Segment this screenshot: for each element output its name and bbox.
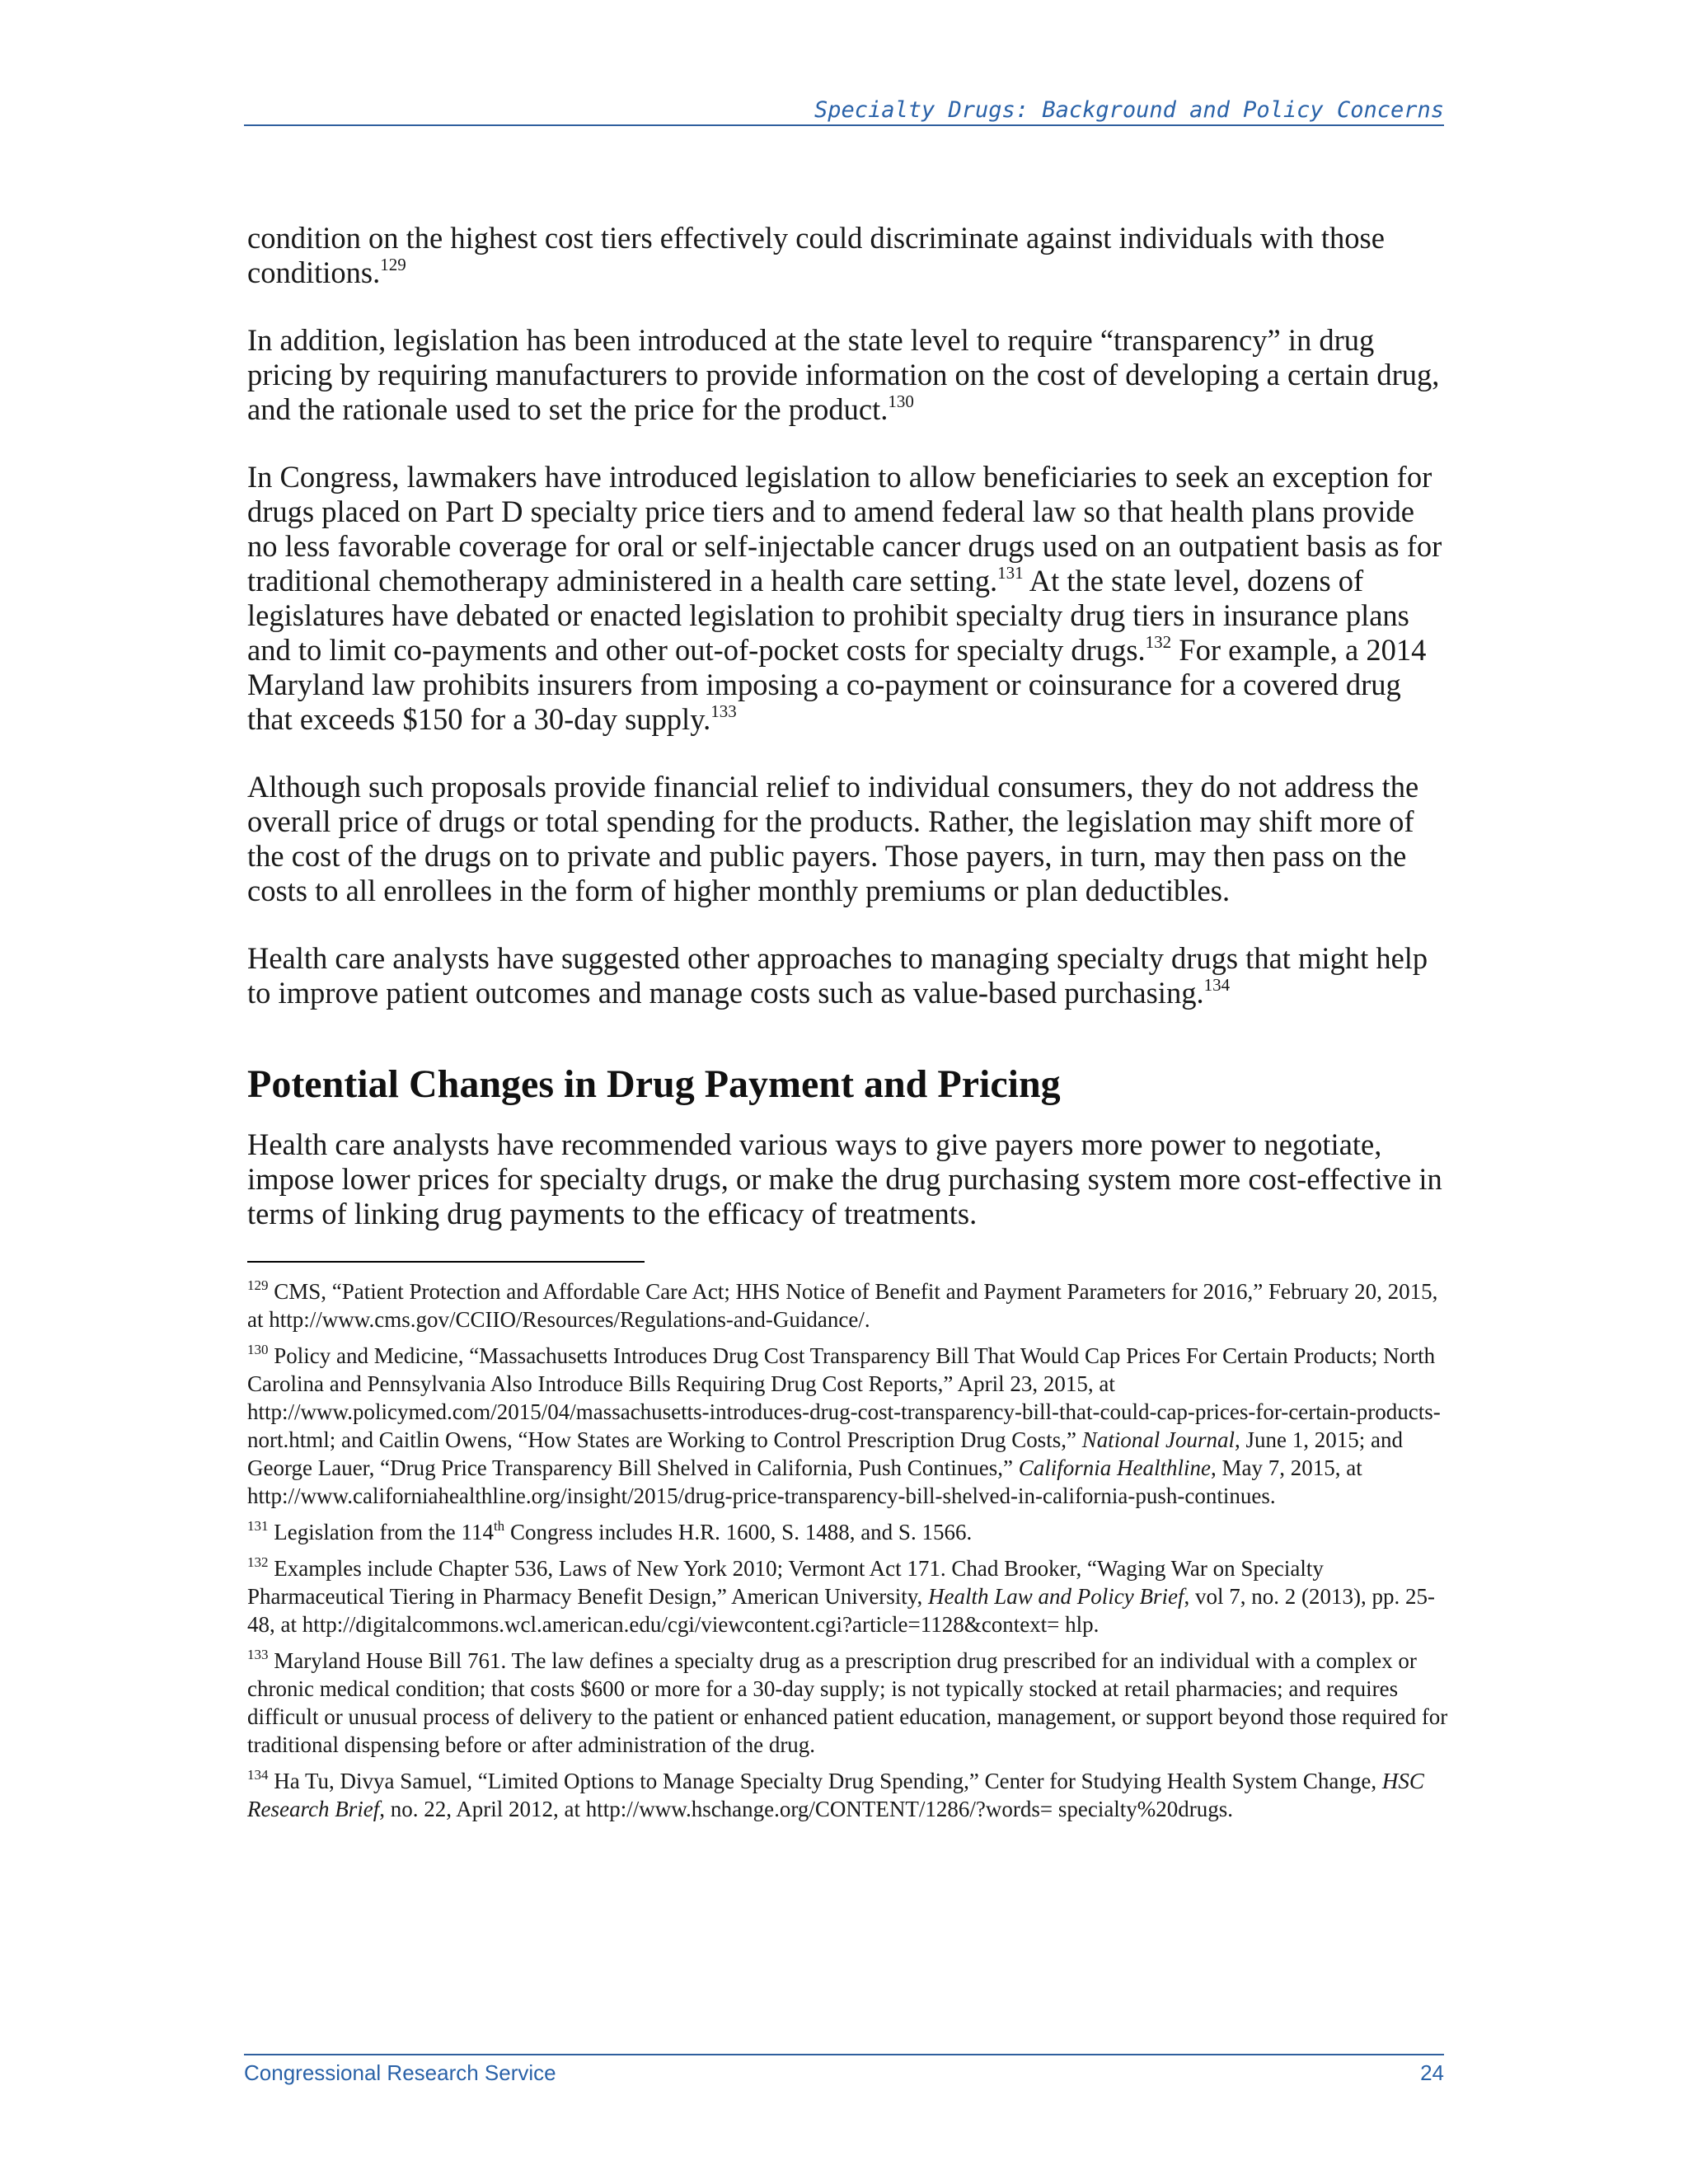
footnote: $^{131}$ Legislation from the 114th Congress includes H.R. 1600, S. 1488, and S. 1566.: [247, 1518, 973, 1544]
publisher-name: Congressional Research Service: [244, 2060, 556, 2085]
footnote: $^{129}$ CMS, “Patient Protection and Affordable Care Act; HHS Notice of Benefit and Payment Parameters for 2016,” February 20, 2015, at http://www.cms.gov/CCIIO/Resources/Regulations-and-Guidance/.: [247, 1277, 1438, 1332]
paragraph: Health care analysts have suggested other approaches to managing specialty drugs that might help to improve patient outcomes and manage costs such as value-based purchasing.$^{134}$: [247, 941, 1428, 1010]
main-content: [247, 221, 1449, 1831]
footnotes: [247, 1277, 1449, 1823]
running-header: [244, 97, 1444, 126]
footnote-ref[interactable]: 130: [888, 391, 914, 411]
footnote-ref[interactable]: 132: [1145, 632, 1172, 652]
section-heading: Potential Changes in Drug Payment and Pricing: [247, 1062, 1061, 1106]
footnote: $^{134}$ Ha Tu, Divya Samuel, “Limited Options to Manage Specialty Drug Spending,” Center for Studying Health System Change, HSC Research Brief, no. 22, April 2012, at http://www.hschange.org/CONTENT/1286/?words= specialty%20drugs.: [247, 1767, 1424, 1821]
paragraph: Health care analysts have recommended various ways to give payers more power to negotiate, impose lower prices for specialty drugs, or make the drug purchasing system more cost-effective in terms of linking drug payments to the efficacy of treatments.: [247, 1127, 1442, 1230]
footnote-ref[interactable]: 129: [380, 255, 406, 274]
paragraph: Although such proposals provide financial relief to individual consumers, they do not address the overall price of drugs or total spending for the products. Rather, the legislation may shift more of the cost of the drugs on to private and public payers. Those payers, in turn, may then pass on the costs to all enrollees in the form of higher monthly premiums or plan deductibles.: [247, 770, 1419, 907]
footnote-ref[interactable]: 131: [997, 563, 1024, 583]
paragraph: In Congress, lawmakers have introduced legislation to allow beneficiaries to seek an exception for drugs placed on Part D specialty price tiers and to amend federal law so that health plans provide no less favorable coverage for oral or self-injectable cancer drugs used on an outpatient basis as for traditional chemotherapy administered in a health care setting.$^{131}$ At the state level, dozens of legislatures have debated or enacted legislation to prohibit specialty drug tiers in insurance plans and to limit co-payments and other out-of-pocket costs for specialty drugs.$^{132}$ For example, a 2014 Maryland law prohibits insurers from imposing a co-payment or coinsurance for a covered drug that exceeds $150 for a 30-day supply.$^{133}$: [247, 460, 1442, 736]
footnote: $^{130}$ Policy and Medicine, “Massachusetts Introduces Drug Cost Transparency Bill That Would Cap Prices For Certain Products; North Carolina and Pennsylvania Also Introduce Bills Requiring Drug Cost Reports,” April 23, 2015, at http://www.policymed.com/2015/04/massachusetts-introduces-drug-cost-transparency-bill-that-could-cap-prices-for-certain-products-nort.html; and Caitlin Owens, “How States are Working to Control Prescription Drug Costs,” National Journal, June 1, 2015; and George Lauer, “Drug Price Transparency Bill Shelved in California, Push Continues,” California Healthline, May 7, 2015, at http://www.californiahealthline.org/insight/2015/drug-price-transparency-bill-shelved-in-california-push-continues.: [247, 1342, 1441, 1508]
running-title: Specialty Drugs: Background and Policy Concerns: [814, 97, 1444, 123]
footnote-divider: [247, 1261, 645, 1263]
footnote-ref[interactable]: 133: [710, 701, 737, 721]
footnote: $^{132}$ Examples include Chapter 536, Laws of New York 2010; Vermont Act 171. Chad Brooker, “Waging War on Specialty Pharmaceutical Tiering in Pharmacy Benefit Design,” American University, Health Law and Policy Brief, vol 7, no. 2 (2013), pp. 25-48, at http://digitalcommons.wcl.american.edu/cgi/viewcontent.cgi?article=1128&context= hlp.: [247, 1554, 1435, 1637]
paragraph: condition on the highest cost tiers effectively could discriminate against individuals with those conditions.$^{129}$: [247, 221, 1385, 289]
footnote: $^{133}$ Maryland House Bill 761. The law defines a specialty drug as a prescription drug prescribed for an individual with a complex or chronic medical condition; that costs $600 or more for a 30-day supply; is not typically stocked at retail pharmacies; and requires difficult or unusual process of delivery to the patient or enhanced patient education, management, or support beyond those required for traditional dispensing before or after administration of the drug.: [247, 1647, 1448, 1757]
paragraph: In addition, legislation has been introduced at the state level to require “transparency” in drug pricing by requiring manufacturers to provide information on the cost of developing a certain drug, and the rationale used to set the price for the product.$^{130}$: [247, 323, 1440, 426]
page-footer: [244, 2054, 1444, 2086]
page-number: 24: [1420, 2060, 1444, 2085]
footnote-ref[interactable]: 134: [1203, 975, 1231, 995]
